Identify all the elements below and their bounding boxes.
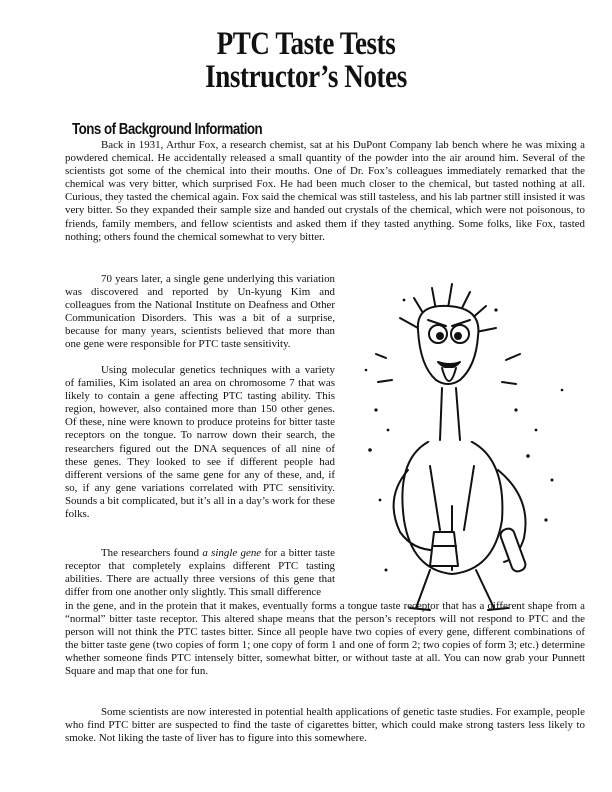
paragraph-receptor-shape: in the gene, and in the protein that it makes, eventually forms a tongue taste receptor that has a different shape from a “normal” bitter taste receptor. This altered shape means that the person’s receptors will not respond to PTC and the person will not think the PTC tastes bitter. Since all people have two copies of every gene, different combinations of the bitter taste gene (two copies of form 1; one copy of form 1 and one of form 2; two copies of form 3; etc.) determine whether someone finds PTC intensely bitter, somewhat bitter, or without taste at all. You can now grab your Punnett Square and map that one for fun. (65, 600, 585, 678)
title-line-2: Instructor’s Notes (205, 59, 407, 95)
paragraph-gene-discovery: 70 years later, a single gene underlying this variation was discovered and reported by Un-kyung Kim and colleagues from the National Institute on Deafness and Other Communication Disorders. This was a bit of a surprise, because for many years, scientists believed that more than one gene were responsible for PTC taste sensitivity. (65, 273, 335, 351)
paragraph-health-applications: Some scientists are now interested in potential health applications of genetic taste studies. For example, people who find PTC bitter are suspected to find the taste of cigarettes bitter, which could make strong tasters less likely to smoke. Not liking the taste of liver has to figure into this somewhere. (65, 706, 585, 745)
title-line-1: PTC Taste Tests (216, 26, 396, 62)
page-title (55, 28, 557, 94)
single-gene-rest: for a bitter taste receptor that completely explains different PTC tasting abilities. There are actually three versions of this gene that differ from one another only slightly. This small difference (65, 547, 335, 599)
single-gene-emphasis: a single gene (202, 547, 262, 559)
paragraph-molecular-genetics: Using molecular genetics techniques with a variety of families, Kim isolated an area on chromosome 7 that was likely to contain a gene affecting PTC tasting ability. This region, however, also contained more than 150 other genes. Of these, nine were known to produce proteins for bitter taste receptors on the tongue. To narrow down their search, the researchers figured out the DNA sequences of all nine of these genes. They looked to see if different people had different versions of the same gene for any of these, and, if so, if any gene variations correlated with PTC sensitivity. Sounds a bit complicated, but it’s all in a day’s work for these folks. (65, 364, 335, 521)
paragraph-history: Back in 1931, Arthur Fox, a research chemist, sat at his DuPont Company lab bench where he was mixing a powdered chemical. He accidentally released a small quantity of the powder into the air around him. Several of the scientists got some of the chemical into their mouths. One of Dr. Fox’s colleagues immediately remarked that the chemical was very bitter, which surprised Fox. He had been much closer to the chemical, but tasted nothing at all. Curious, they tasted the chemical again. Fox said the chemical was still tasteless, and his lab partner still insisted it was very bitter. So they expanded their sample size and handed out crystals of the chemical, which were not poisonous, to friends, family members, and fellow scientists and asked them if they tasted anything. Some folks, like Fox, tasted nothing; others found the chemical somewhat to very bitter. (65, 139, 585, 243)
single-gene-intro: The researchers found (101, 547, 203, 559)
section-heading: Tons of Background Information (72, 121, 263, 138)
paragraph-single-gene (65, 547, 335, 599)
cartoon-scientist-tasting-icon (356, 270, 596, 615)
